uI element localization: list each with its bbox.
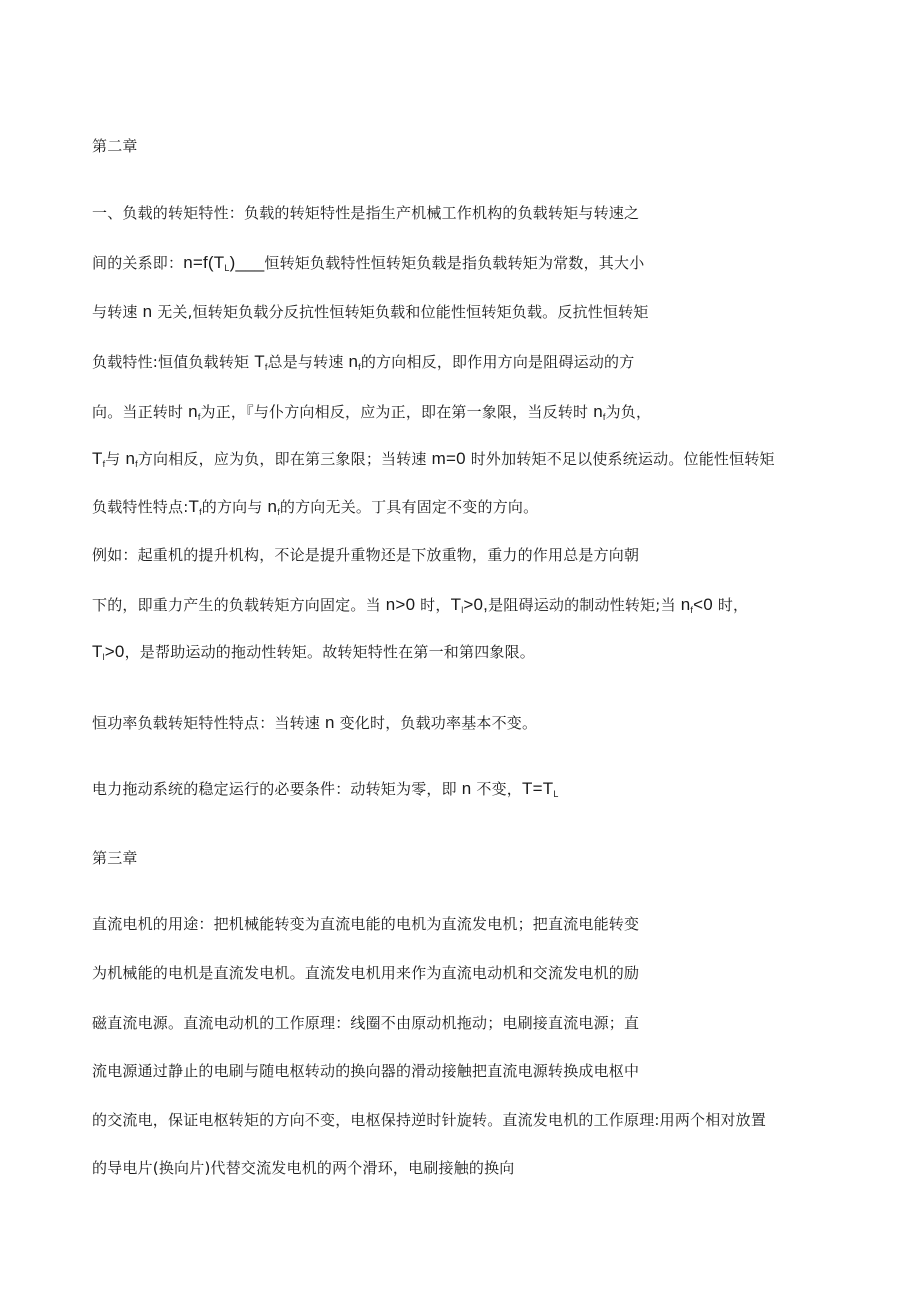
paragraph-line: 下的，即重力产生的负载转矩方向固定。当 n>0 时，$T_l>0$,是阻碍运动的制动性转矩;当 $n_f<0$ 时， — [92, 595, 749, 615]
chapter-2-title: 第二章 — [92, 137, 138, 155]
paragraph-line: 向。当正转时 $n_f$为正，『与仆方向相反，应为正，即在第一象限，当反转时 $n_f$为负， — [92, 402, 652, 422]
paragraph-line: 流电源通过静止的电刷与随电枢转动的换向器的滑动接触把直流电源转换成电枢中 — [92, 1062, 640, 1080]
paragraph-line: 磁直流电源。直流电动机的工作原理：线圈不由原动机拖动；电刷接直流电源；直 — [92, 1014, 640, 1032]
paragraph-line: 例如：起重机的提升机构，不论是提升重物还是下放重物，重力的作用总是方向朝 — [92, 546, 640, 564]
paragraph-line: 电力拖动系统的稳定运行的必要条件：动转矩为零，即 n 不变，$T=T_L$ — [92, 779, 559, 799]
paragraph-line: 恒功率负载转矩特性特点：当转速 n 变化时，负载功率基本不变。 — [92, 713, 538, 732]
chapter-3-title: 第三章 — [92, 849, 138, 867]
paragraph-line: 负载特性特点$:T_f$的方向与 $n_f$的方向无关。丁具有固定不变的方向。 — [92, 497, 539, 517]
paragraph-line: 间的关系即：$n=f(T_L)\_\_\_$恒转矩负载特性恒转矩负载是指负载转矩为常数，其大小 — [92, 253, 645, 273]
paragraph-line: 与转速 n 无关,恒转矩负载分反抗性恒转矩负载和位能性恒转矩负载。反抗性恒转矩 — [92, 302, 649, 321]
paragraph-line: 为机械能的电机是直流发电机。直流发电机用来作为直流电动机和交流发电机的励 — [92, 964, 640, 982]
paragraph-line: $T_l>0$，是帮助运动的拖动性转矩。故转矩特性在第一和第四象限。 — [92, 642, 535, 662]
paragraph-line: $T_f$与 $n_f$方向相反，应为负，即在第三象限；当转速 m=0 时外加转矩不足以使系统运动。位能性恒转矩 — [92, 449, 775, 469]
paragraph-line: 直流电机的用途：把机械能转变为直流电能的电机为直流发电机；把直流电能转变 — [92, 915, 640, 933]
paragraph-line: 的交流电，保证电枢转矩的方向不变，电枢保持逆时针旋转。直流发电机的工作原理:用两个相对放置 — [92, 1111, 767, 1129]
paragraph-line: 的导电片(换向片)代替交流发电机的两个滑环，电刷接触的换向 — [92, 1159, 515, 1177]
paragraph-line: 负载特性:恒值负载转矩 $T_f$总是与转速 $n_f$的方向相反，即作用方向是阻碍运动的方 — [92, 352, 635, 372]
paragraph-line: 一、负载的转矩特性：负载的转矩特性是指生产机械工作机构的负载转矩与转速之 — [92, 204, 640, 222]
